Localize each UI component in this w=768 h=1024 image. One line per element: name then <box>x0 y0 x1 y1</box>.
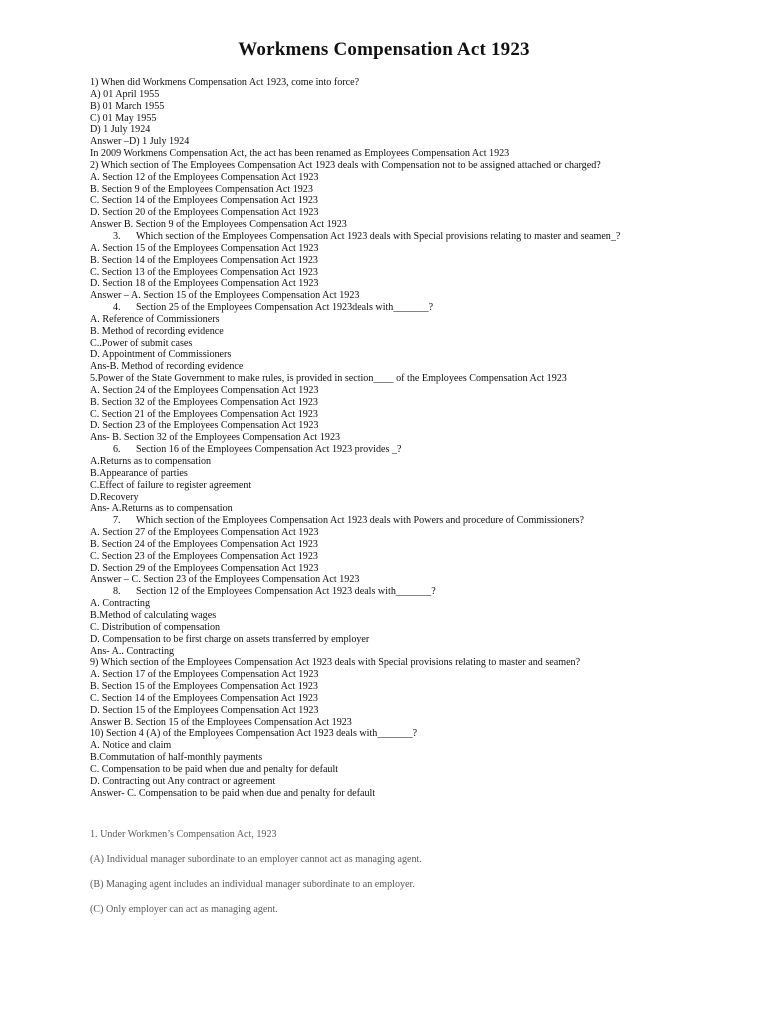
line-text: C.Effect of failure to register agreement <box>90 479 252 491</box>
text-line <box>90 267 750 279</box>
text-line <box>90 432 750 444</box>
text-line <box>90 278 750 290</box>
line-text: A. Section 27 of the Employees Compensation Act 1923 <box>90 527 319 539</box>
line-text: A. Section 24 of the Employees Compensation Act 1923 <box>90 384 319 396</box>
line-text: A. Section 12 of the Employees Compensation Act 1923 <box>90 171 319 183</box>
text-line <box>90 728 750 740</box>
line-text: 9) Which section of the Employees Compensation Act 1923 deals with Special provisions relating to master and seamen? <box>90 657 581 669</box>
line-text: B. Section 15 of the Employees Compensation Act 1923 <box>90 681 318 693</box>
text-line <box>90 420 750 432</box>
text-line <box>90 290 750 302</box>
text-line <box>90 207 750 219</box>
line-text: C. Section 14 of the Employees Compensation Act 1923 <box>90 692 318 704</box>
text-line <box>90 409 750 421</box>
text-line <box>90 527 750 539</box>
text-line <box>90 503 750 515</box>
line-text: B.Appearance of parties <box>90 467 188 479</box>
line-text: B. Section 32 of the Employees Compensation Act 1923 <box>90 396 318 408</box>
line-text: B. Section 14 of the Employees Compensation Act 1923 <box>90 254 318 266</box>
line-text: D. Compensation to be first charge on assets transferred by employer <box>90 633 370 645</box>
text-line <box>90 148 750 160</box>
extra-line: (C) Only employer can act as managing agent. <box>90 904 278 915</box>
line-text: B. Method of recording evidence <box>90 325 224 337</box>
text-line <box>90 622 750 634</box>
text-line <box>90 515 750 527</box>
line-text: C. Section 21 of the Employees Compensation Act 1923 <box>90 408 318 420</box>
line-text: C) 01 May 1955 <box>90 112 157 124</box>
text-line <box>90 373 750 385</box>
line-text: A. Reference of Commissioners <box>90 313 220 325</box>
text-line <box>90 326 750 338</box>
text-line <box>90 124 750 136</box>
line-text: 5.Power of the State Government to make rules, is provided in section____ of the Employees Compensation Act 1923 <box>90 373 567 385</box>
document-title: Workmens Compensation Act 1923 <box>238 39 530 60</box>
text-line <box>90 693 750 705</box>
line-text: Ans- B. Section 32 of the Employees Compensation Act 1923 <box>90 432 341 444</box>
line-text: Section 12 of the Employees Compensation Act 1923 deals with_______? <box>136 586 436 598</box>
text-line <box>90 172 750 184</box>
line-text: Answer –D) 1 July 1924 <box>90 136 190 148</box>
text-line <box>90 563 750 575</box>
text-line <box>90 219 750 231</box>
text-line <box>90 255 750 267</box>
list-number: 4. <box>113 302 121 314</box>
extra-line: 1. Under Workmen’s Compensation Act, 1923 <box>90 829 277 840</box>
text-line <box>90 646 750 658</box>
line-text: Which section of the Employees Compensation Act 1923 deals with Powers and procedure of Commissioners? <box>136 515 584 527</box>
extra-line: (B) Managing agent includes an individual manager subordinate to an employer. <box>90 879 415 890</box>
line-text: Answer B. Section 9 of the Employees Compensation Act 1923 <box>90 219 347 231</box>
text-line <box>90 705 750 717</box>
list-number: 3. <box>113 230 121 242</box>
list-number: 6. <box>113 444 121 456</box>
line-text: Ans- A.Returns as to compensation <box>90 503 233 515</box>
text-line <box>90 657 750 669</box>
line-text: Answer- C. Compensation to be paid when due and penalty for default <box>90 787 376 799</box>
line-text: C. Compensation to be paid when due and penalty for default <box>90 763 339 775</box>
line-text: A. Notice and claim <box>90 740 172 752</box>
line-text: B.Commutation of half-monthly payments <box>90 752 263 764</box>
text-line <box>90 752 750 764</box>
text-line <box>90 113 750 125</box>
line-text: Ans-B. Method of recording evidence <box>90 361 244 373</box>
line-text: B. Section 9 of the Employees Compensation Act 1923 <box>90 183 313 195</box>
text-line <box>90 243 750 255</box>
text-line <box>90 740 750 752</box>
text-line <box>90 314 750 326</box>
question-list <box>90 77 750 799</box>
text-line <box>90 456 750 468</box>
text-line <box>90 551 750 563</box>
text-line <box>90 492 750 504</box>
line-text: Section 16 of the Employees Compensation Act 1923 provides _? <box>136 444 402 456</box>
line-text: Section 25 of the Employees Compensation Act 1923deals with_______? <box>136 302 434 314</box>
line-text: In 2009 Workmens Compensation Act, the act has been renamed as Employees Compensation Act 1923 <box>90 148 510 160</box>
line-text: C..Power of submit cases <box>90 337 193 349</box>
line-text: Which section of the Employees Compensation Act 1923 deals with Special provisions relating to master and seamen_? <box>136 230 621 242</box>
text-line <box>90 89 750 101</box>
line-text: D. Section 23 of the Employees Compensation Act 1923 <box>90 420 319 432</box>
line-text: Answer B. Section 15 of the Employees Compensation Act 1923 <box>90 716 352 728</box>
text-line <box>90 681 750 693</box>
text-line <box>90 610 750 622</box>
line-text: C. Section 23 of the Employees Compensation Act 1923 <box>90 550 318 562</box>
text-line <box>90 302 750 314</box>
line-text: B. Section 24 of the Employees Compensation Act 1923 <box>90 538 318 550</box>
text-line <box>90 598 750 610</box>
text-line <box>90 338 750 350</box>
text-line <box>90 539 750 551</box>
text-line <box>90 195 750 207</box>
text-line <box>90 788 750 800</box>
line-text: D. Section 20 of the Employees Compensation Act 1923 <box>90 207 319 219</box>
text-line <box>90 574 750 586</box>
text-line <box>90 480 750 492</box>
text-line <box>90 717 750 729</box>
text-line <box>90 136 750 148</box>
line-text: Answer – C. Section 23 of the Employees Compensation Act 1923 <box>90 574 360 586</box>
line-text: D. Section 18 of the Employees Compensation Act 1923 <box>90 278 319 290</box>
text-line <box>90 586 750 598</box>
text-line <box>90 764 750 776</box>
line-text: D. Section 29 of the Employees Compensation Act 1923 <box>90 562 319 574</box>
line-text: 10) Section 4 (A) of the Employees Compensation Act 1923 deals with_______? <box>90 728 418 740</box>
text-line <box>90 101 750 113</box>
line-text: Answer – A. Section 15 of the Employees Compensation Act 1923 <box>90 290 360 302</box>
text-line <box>90 184 750 196</box>
text-line <box>90 669 750 681</box>
line-text: D.Recovery <box>90 491 139 503</box>
text-line <box>90 444 750 456</box>
list-number: 7. <box>113 515 121 527</box>
list-number: 8. <box>113 586 121 598</box>
text-line <box>90 385 750 397</box>
text-line <box>90 77 750 89</box>
text-line <box>90 634 750 646</box>
line-text: D) 1 July 1924 <box>90 124 151 136</box>
line-text: C. Section 14 of the Employees Compensation Act 1923 <box>90 195 318 207</box>
line-text: B.Method of calculating wages <box>90 609 217 621</box>
text-line <box>90 397 750 409</box>
text-line <box>90 468 750 480</box>
line-text: C. Section 13 of the Employees Compensation Act 1923 <box>90 266 318 278</box>
line-text: 1) When did Workmens Compensation Act 1923, come into force? <box>90 77 360 88</box>
text-line <box>90 776 750 788</box>
line-text: A. Section 17 of the Employees Compensation Act 1923 <box>90 669 319 681</box>
line-text: D. Appointment of Commissioners <box>90 349 232 361</box>
line-text: C. Distribution of compensation <box>90 621 221 633</box>
extra-line: (A) Individual manager subordinate to an employer cannot act as managing agent. <box>90 854 422 865</box>
line-text: Ans- A.. Contracting <box>90 645 175 657</box>
line-text: B) 01 March 1955 <box>90 100 165 112</box>
line-text: A.Returns as to compensation <box>90 456 212 467</box>
text-line <box>90 349 750 361</box>
line-text: A. Section 15 of the Employees Compensation Act 1923 <box>90 242 319 254</box>
line-text: D. Section 15 of the Employees Compensation Act 1923 <box>90 704 319 716</box>
line-text: A. Contracting <box>90 598 150 610</box>
text-line <box>90 231 750 243</box>
line-text: D. Contracting out Any contract or agreement <box>90 775 276 787</box>
line-text: 2) Which section of The Employees Compensation Act 1923 deals with Compensation not to be assigned attached or charged? <box>90 159 601 171</box>
text-line <box>90 160 750 172</box>
text-line <box>90 361 750 373</box>
line-text: A) 01 April 1955 <box>90 88 160 100</box>
